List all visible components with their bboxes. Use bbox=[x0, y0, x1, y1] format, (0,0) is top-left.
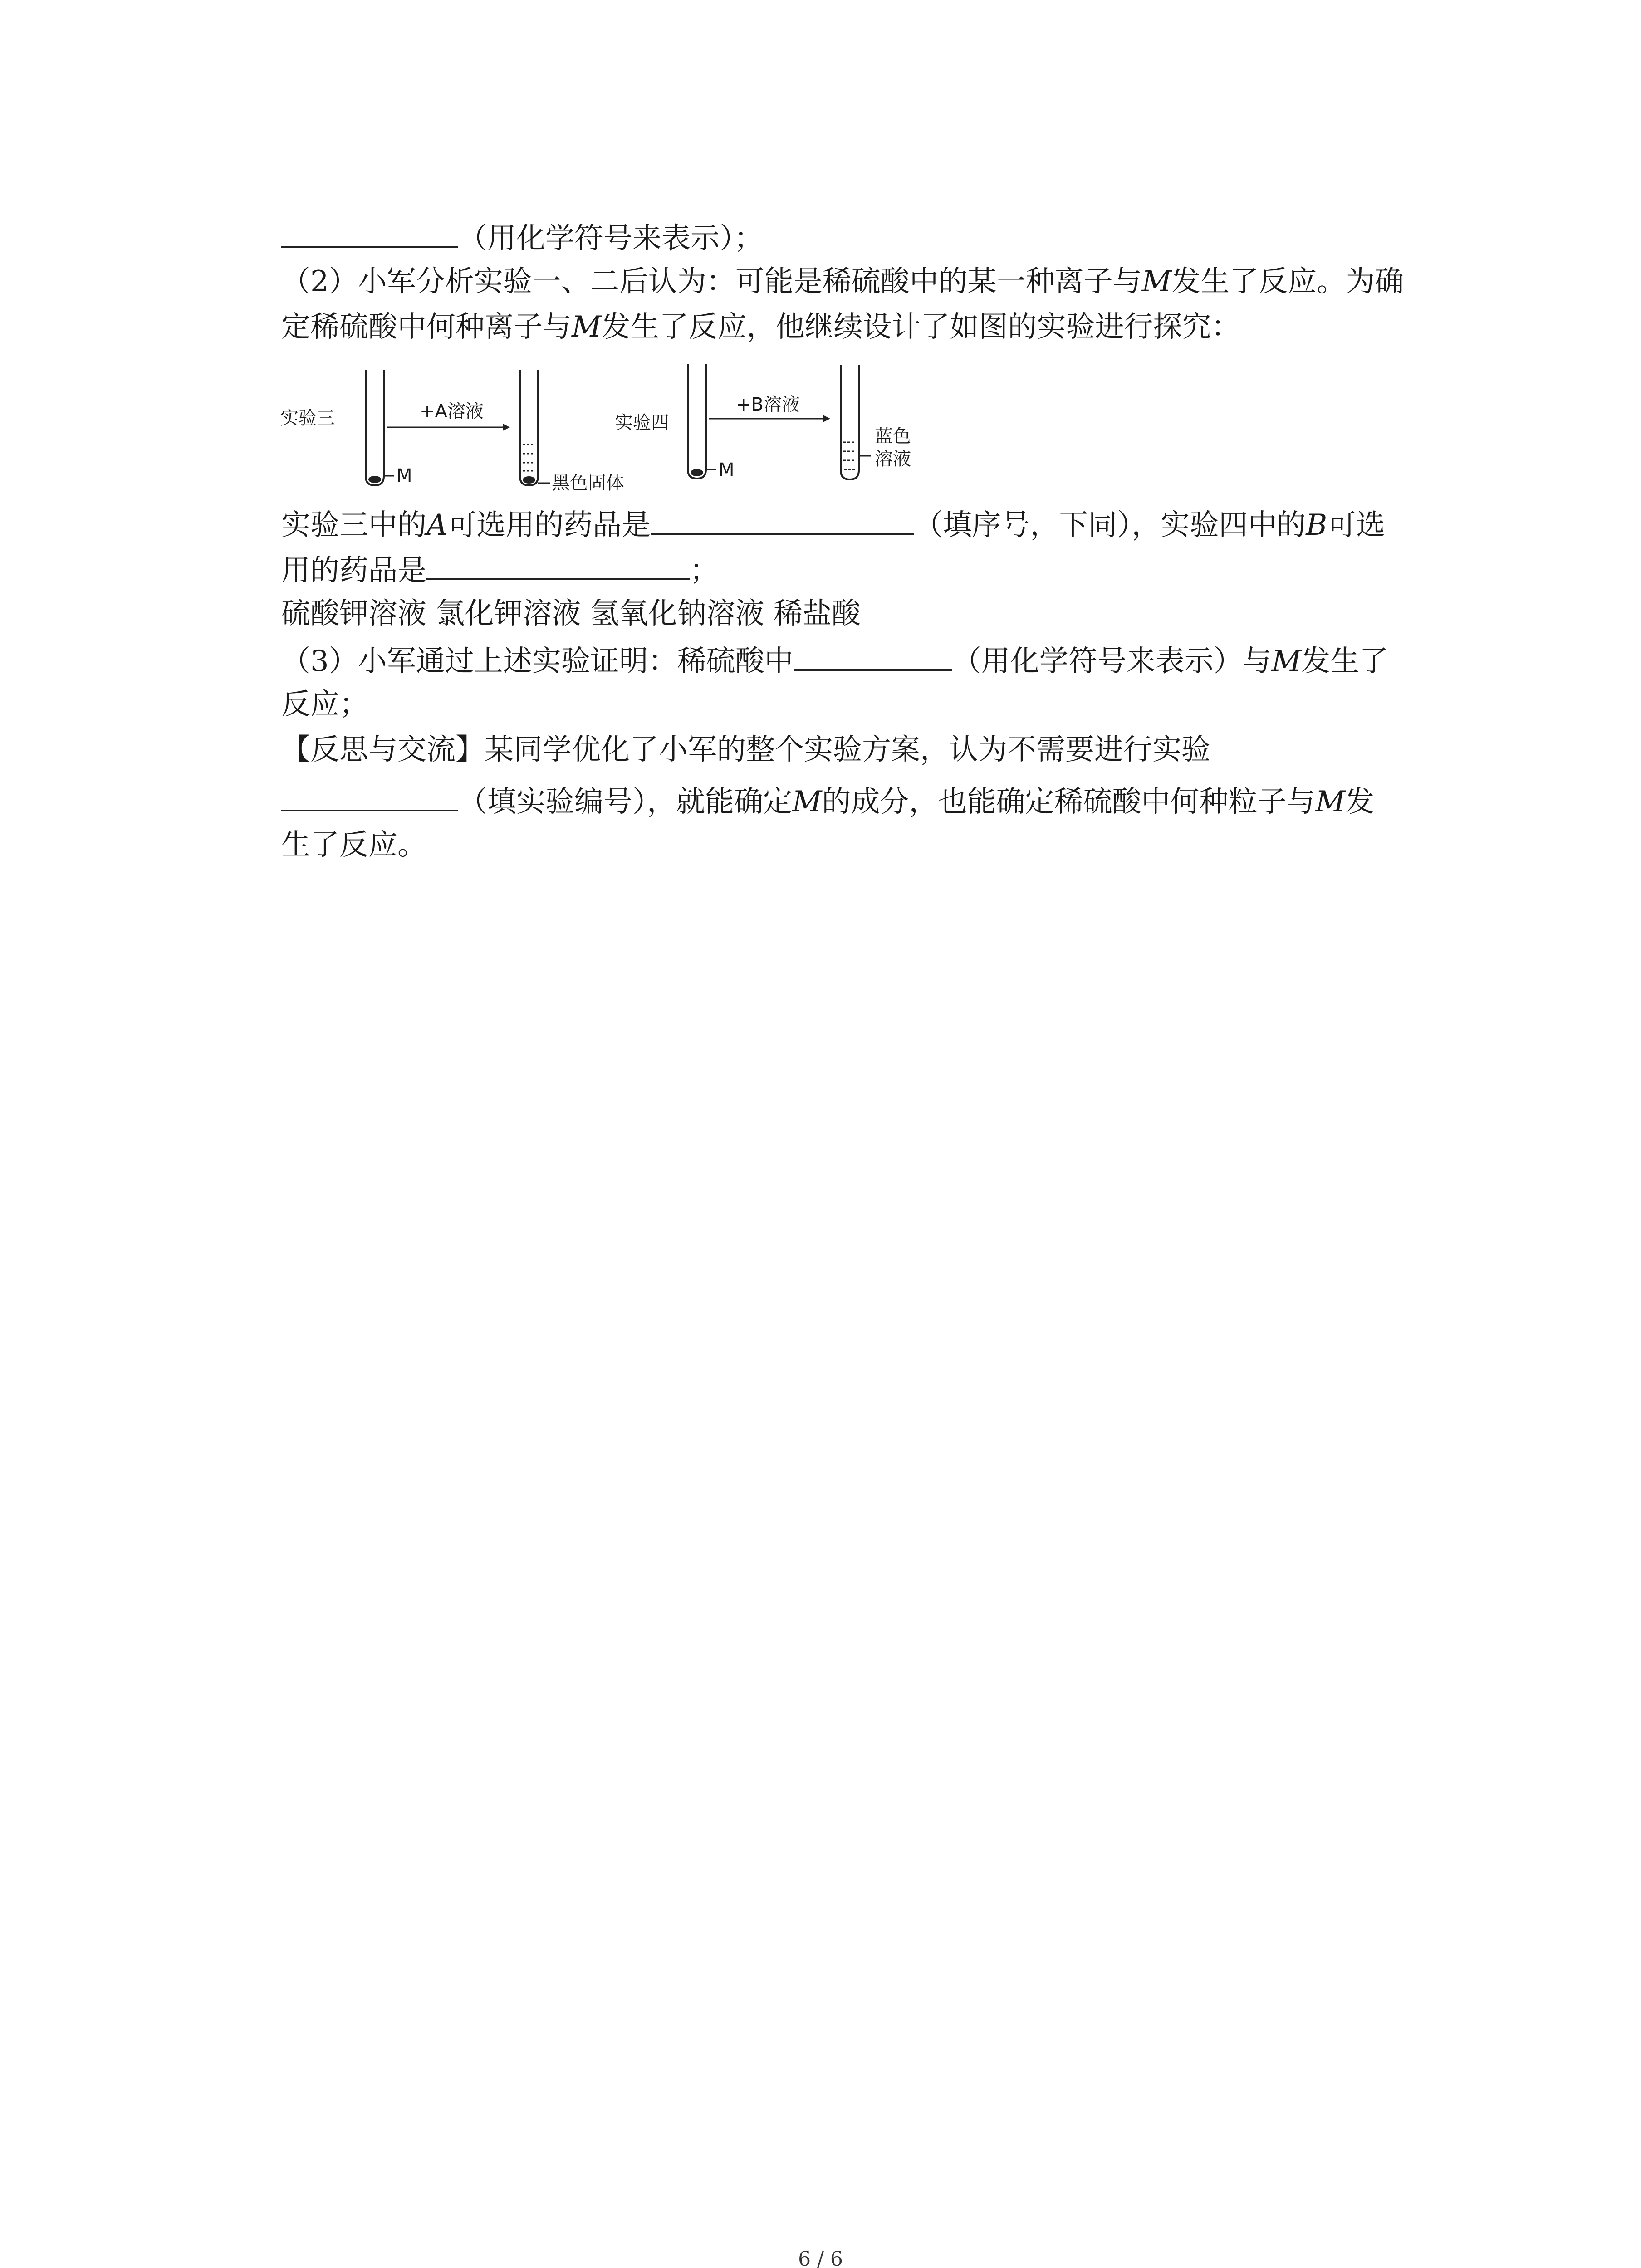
text-span: ； bbox=[690, 554, 719, 587]
text-line-9: 【反思与交流】某同学优化了小军的整个实验方案，认为不需要进行实验 bbox=[281, 733, 1210, 767]
exp4-test-tube-left bbox=[688, 364, 706, 479]
text-span: 发生了反应，他继续设计了如图的实验进行探究： bbox=[601, 310, 1240, 344]
text-line-1 bbox=[281, 215, 1470, 260]
exp3-test-tube-right bbox=[520, 370, 538, 485]
text-line-5 bbox=[281, 547, 1470, 592]
text-span: （用化学符号来表示）； bbox=[458, 222, 763, 255]
italic-symbol: M bbox=[1141, 265, 1172, 298]
exp3-result-label: 黑色固体 bbox=[552, 473, 624, 494]
exp3-test-tube-left bbox=[366, 370, 384, 485]
exp3-arrow bbox=[387, 424, 510, 431]
page-number: 6 / 6 bbox=[798, 2248, 843, 2268]
text-line-11: 生了反应。 bbox=[281, 828, 426, 862]
text-line-2 bbox=[281, 260, 1470, 303]
text-span: 发生了反应。为确 bbox=[1171, 265, 1404, 298]
text-span: （填序号，下同），实验四中的 bbox=[914, 508, 1306, 542]
answer-blank-3[interactable] bbox=[426, 547, 690, 580]
text-span: （3）小军通过上述实验证明：稀硫酸中 bbox=[281, 645, 794, 678]
exp3-reagent-label: +A溶液 bbox=[420, 401, 484, 422]
text-span: 实验三中的 bbox=[281, 508, 426, 542]
text-span: （用化学符号来表示）与 bbox=[952, 645, 1272, 678]
text-span: 可选 bbox=[1327, 508, 1386, 542]
text-line-10 bbox=[281, 778, 1470, 824]
italic-symbol: M bbox=[792, 785, 822, 819]
italic-symbol: M bbox=[1271, 645, 1302, 678]
answer-blank-1[interactable] bbox=[281, 215, 458, 248]
exp4-reagent-label: +B溶液 bbox=[736, 394, 800, 415]
exp4-test-tube-right bbox=[841, 365, 859, 479]
text-line-8: 反应； bbox=[281, 688, 368, 721]
italic-symbol: M bbox=[572, 310, 602, 344]
exp4-m-label: M bbox=[719, 459, 735, 480]
answer-blank-2[interactable] bbox=[651, 501, 914, 535]
exp4-result-label-2: 溶液 bbox=[875, 449, 911, 469]
text-line-7 bbox=[281, 637, 1470, 683]
exp4-arrow bbox=[709, 415, 830, 422]
italic-symbol: B bbox=[1306, 508, 1327, 542]
text-line-4 bbox=[281, 501, 1470, 547]
text-span: 的成分，也能确定稀硫酸中何种粒子与 bbox=[822, 785, 1316, 819]
text-line-6: 硫酸钾溶液 氯化钾溶液 氢氧化钠溶液 稀盐酸 bbox=[281, 597, 861, 631]
exp3-m-label: M bbox=[397, 465, 412, 486]
text-span: 定稀硫酸中何种离子与 bbox=[281, 310, 572, 344]
text-span: 发 bbox=[1345, 785, 1375, 819]
text-span: （2）小军分析实验一、二后认为：可能是稀硫酸中的某一种离子与 bbox=[281, 265, 1142, 298]
italic-symbol: A bbox=[426, 508, 448, 542]
italic-symbol: M bbox=[1315, 785, 1346, 819]
answer-blank-5[interactable] bbox=[281, 778, 458, 811]
text-span: 发生了 bbox=[1301, 645, 1389, 678]
text-span: 可选用的药品是 bbox=[447, 508, 651, 542]
text-line-3 bbox=[281, 305, 1470, 349]
text-span: （填实验编号），就能确定 bbox=[458, 785, 792, 819]
text-span: 用的药品是 bbox=[281, 554, 426, 587]
exp4-result-label-1: 蓝色 bbox=[875, 426, 911, 447]
answer-blank-4[interactable] bbox=[794, 637, 952, 671]
exp3-label: 实验三 bbox=[280, 408, 335, 429]
experiment-figure bbox=[277, 361, 957, 497]
exp4-label: 实验四 bbox=[615, 412, 669, 433]
